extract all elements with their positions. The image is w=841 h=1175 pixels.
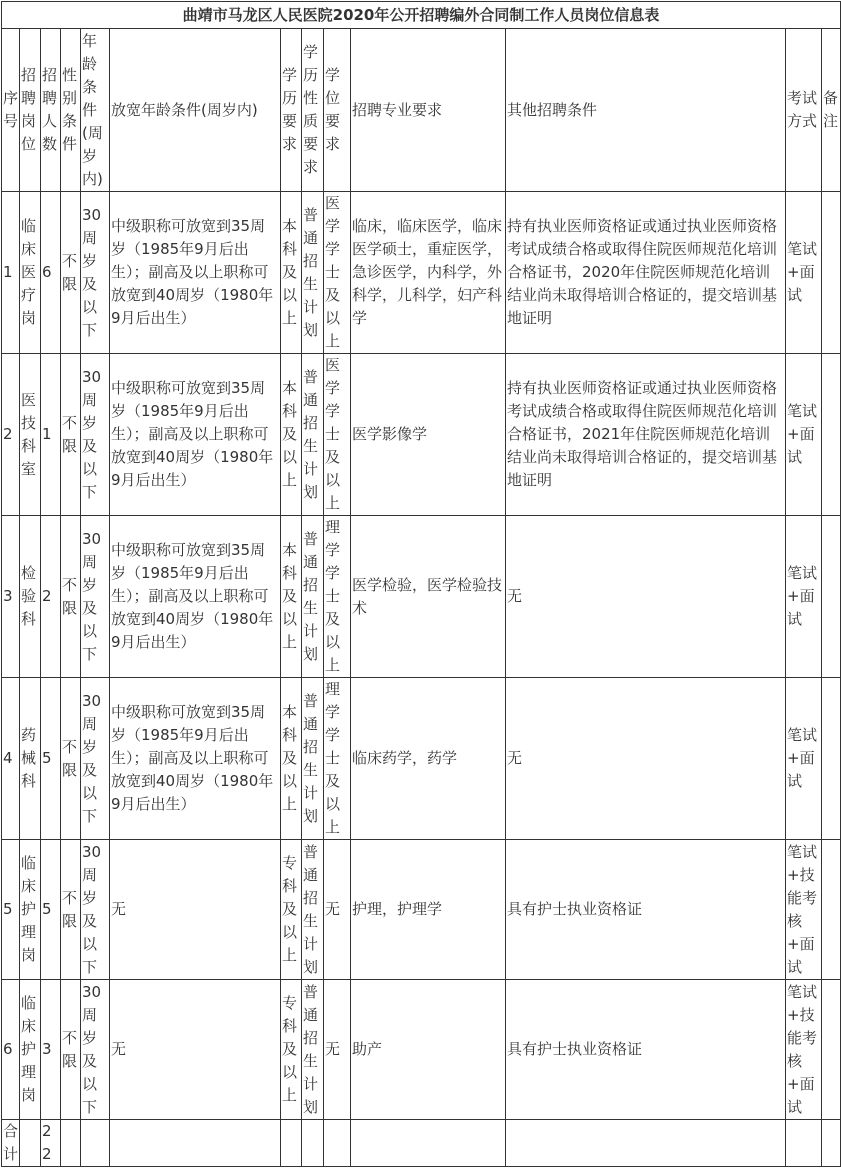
header-post: 招聘岗位: [20, 29, 41, 192]
cell-count: 1: [41, 354, 61, 516]
total-relaxed-age: [110, 1120, 281, 1167]
cell-age: 30周岁及以下: [81, 840, 110, 980]
header-gender: 性别条件: [61, 29, 81, 192]
total-remark: [822, 1120, 841, 1167]
cell-other: 具有护士执业资格证: [506, 980, 786, 1120]
cell-age: 30周岁及以下: [81, 678, 110, 840]
cell-exam: 笔试+面试: [786, 192, 822, 354]
cell-seq: 3: [2, 516, 20, 678]
cell-count: 6: [41, 192, 61, 354]
cell-other: 持有执业医师资格证或通过执业医师资格考试成绩合格或取得住院医师规范化培训合格证书，2021年住院医师规范化培训结业尚未取得培训合格证的，提交培训基地证明: [506, 354, 786, 516]
total-row: [2, 1120, 841, 1167]
total-count: 22: [41, 1120, 61, 1167]
cell-age: 30周岁及以下: [81, 354, 110, 516]
cell-remark: [822, 980, 841, 1120]
cell-seq: 5: [2, 840, 20, 980]
table-title: 曲靖市马龙区人民医院2020年公开招聘编外合同制工作人员岗位信息表: [2, 2, 841, 29]
header-remark: 备注: [822, 29, 841, 192]
total-post: [20, 1120, 41, 1167]
header-edu-nature: 学历性质要求: [302, 29, 324, 192]
cell-major: 助产: [351, 980, 506, 1120]
cell-edu-nature: 普通招生计划: [302, 678, 324, 840]
cell-count: 3: [41, 980, 61, 1120]
cell-gender: 不限: [61, 516, 81, 678]
recruitment-table: [1, 1, 841, 1167]
cell-post: 医技科室: [20, 354, 41, 516]
cell-remark: [822, 354, 841, 516]
header-relaxed-age: 放宽年龄条件(周岁内): [110, 29, 281, 192]
cell-exam: 笔试+面试: [786, 354, 822, 516]
cell-relaxed-age: 中级职称可放宽到35周岁（1985年9月后出生）；副高及以上职称可放宽到40周岁（1980年9月后出生）: [110, 192, 281, 354]
header-major: 招聘专业要求: [351, 29, 506, 192]
total-age: [81, 1120, 110, 1167]
table-row: [2, 840, 841, 980]
cell-gender: 不限: [61, 192, 81, 354]
cell-relaxed-age: 中级职称可放宽到35周岁（1985年9月后出生）；副高及以上职称可放宽到40周岁（1980年9月后出生）: [110, 354, 281, 516]
cell-remark: [822, 840, 841, 980]
cell-edu-nature: 普通招生计划: [302, 840, 324, 980]
table-row: [2, 516, 841, 678]
header-education: 学历要求: [281, 29, 302, 192]
cell-edu-nature: 普通招生计划: [302, 980, 324, 1120]
cell-gender: 不限: [61, 980, 81, 1120]
cell-degree: 理学学士及以上: [324, 516, 351, 678]
cell-exam: 笔试+技能考核+面试: [786, 980, 822, 1120]
cell-exam: 笔试+技能考核+面试: [786, 840, 822, 980]
cell-other: 具有护士执业资格证: [506, 840, 786, 980]
cell-gender: 不限: [61, 840, 81, 980]
cell-degree: 医学学士及以上: [324, 354, 351, 516]
cell-age: 30周岁及以下: [81, 516, 110, 678]
cell-education: 本科及以上: [281, 516, 302, 678]
header-row: [2, 29, 841, 192]
cell-exam: 笔试+面试: [786, 678, 822, 840]
total-major: [351, 1120, 506, 1167]
total-degree: [324, 1120, 351, 1167]
cell-edu-nature: 普通招生计划: [302, 354, 324, 516]
cell-relaxed-age: 无: [110, 840, 281, 980]
table-row: [2, 678, 841, 840]
total-other: [506, 1120, 786, 1167]
cell-education: 本科及以上: [281, 354, 302, 516]
cell-age: 30周岁及以下: [81, 192, 110, 354]
cell-education: 本科及以上: [281, 678, 302, 840]
cell-seq: 1: [2, 192, 20, 354]
header-seq: 序号: [2, 29, 20, 192]
cell-relaxed-age: 无: [110, 980, 281, 1120]
cell-gender: 不限: [61, 678, 81, 840]
cell-major: 医学影像学: [351, 354, 506, 516]
cell-remark: [822, 516, 841, 678]
cell-other: 无: [506, 678, 786, 840]
cell-post: 检验科: [20, 516, 41, 678]
cell-count: 2: [41, 516, 61, 678]
cell-count: 5: [41, 678, 61, 840]
cell-post: 临床护理岗: [20, 980, 41, 1120]
cell-major: 临床，临床医学，临床医学硕士，重症医学，急诊医学，内科学，外科学，儿科学，妇产科学: [351, 192, 506, 354]
header-count: 招聘人数: [41, 29, 61, 192]
cell-remark: [822, 678, 841, 840]
cell-education: 专科及以上: [281, 840, 302, 980]
table-row: [2, 354, 841, 516]
header-other: 其他招聘条件: [506, 29, 786, 192]
cell-seq: 4: [2, 678, 20, 840]
table-row: [2, 980, 841, 1120]
header-exam: 考试方式: [786, 29, 822, 192]
cell-seq: 6: [2, 980, 20, 1120]
cell-other: 无: [506, 516, 786, 678]
cell-seq: 2: [2, 354, 20, 516]
cell-age: 30周岁及以下: [81, 980, 110, 1120]
header-degree: 学位要求: [324, 29, 351, 192]
total-education: [281, 1120, 302, 1167]
total-edu-nature: [302, 1120, 324, 1167]
cell-other: 持有执业医师资格证或通过执业医师资格考试成绩合格或取得住院医师规范化培训合格证书，2020年住院医师规范化培训结业尚未取得培训合格证的，提交培训基地证明: [506, 192, 786, 354]
cell-degree: 无: [324, 980, 351, 1120]
cell-degree: 理学学士及以上: [324, 678, 351, 840]
cell-education: 本科及以上: [281, 192, 302, 354]
total-gender: [61, 1120, 81, 1167]
cell-count: 5: [41, 840, 61, 980]
cell-exam: 笔试+面试: [786, 516, 822, 678]
cell-relaxed-age: 中级职称可放宽到35周岁（1985年9月后出生）；副高及以上职称可放宽到40周岁（1980年9月后出生）: [110, 516, 281, 678]
cell-gender: 不限: [61, 354, 81, 516]
total-label: 合计: [2, 1120, 20, 1167]
cell-degree: 医学学士及以上: [324, 192, 351, 354]
cell-post: 临床护理岗: [20, 840, 41, 980]
cell-major: 临床药学，药学: [351, 678, 506, 840]
cell-major: 医学检验，医学检验技术: [351, 516, 506, 678]
table-row: [2, 192, 841, 354]
cell-degree: 无: [324, 840, 351, 980]
total-exam: [786, 1120, 822, 1167]
cell-post: 临床医疗岗: [20, 192, 41, 354]
cell-major: 护理，护理学: [351, 840, 506, 980]
cell-remark: [822, 192, 841, 354]
cell-edu-nature: 普通招生计划: [302, 516, 324, 678]
cell-post: 药械科: [20, 678, 41, 840]
cell-relaxed-age: 中级职称可放宽到35周岁（1985年9月后出生）；副高及以上职称可放宽到40周岁（1980年9月后出生）: [110, 678, 281, 840]
cell-education: 专科及以上: [281, 980, 302, 1120]
header-age: 年龄条件(周岁内): [81, 29, 110, 192]
cell-edu-nature: 普通招生计划: [302, 192, 324, 354]
